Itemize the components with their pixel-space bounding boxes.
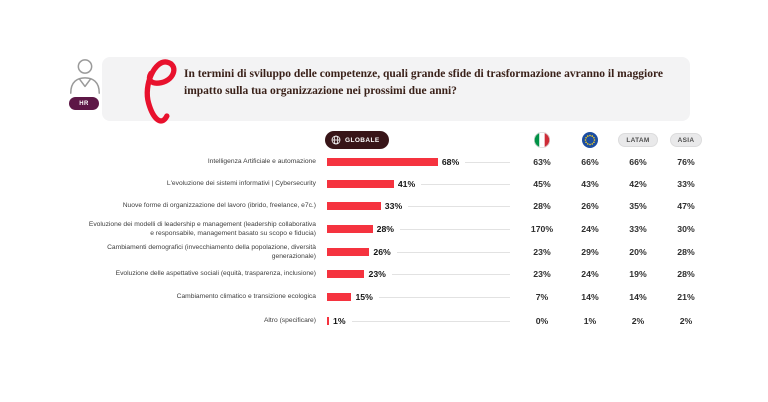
leader-line [352, 321, 510, 322]
global-bar [327, 293, 351, 301]
value-asia: 76% [677, 157, 695, 167]
global-bar [327, 180, 394, 188]
leader-line [400, 229, 510, 230]
value-asia: 2% [679, 316, 693, 326]
global-value-label: 15% [355, 292, 373, 302]
value-asia: 33% [677, 179, 695, 189]
value-italia: 23% [533, 247, 551, 257]
leader-line [379, 297, 510, 298]
region-values [518, 247, 710, 257]
leader-line [465, 162, 510, 163]
value-italia: 45% [533, 179, 551, 189]
leader-line [392, 274, 510, 275]
region-values [518, 224, 710, 234]
category-label: Nuove forme di organizzazione del lavoro (ibrido, freelance, e7c.) [122, 202, 316, 210]
red-script-e-logo [137, 56, 183, 137]
category-label: Evoluzione dei modelli di leadership e management (leadership collaborativa e responsabile, management basato su scopo e fiducia) [88, 220, 316, 237]
global-bar [327, 248, 369, 256]
value-latam: 33% [629, 224, 647, 234]
bar-zone [322, 316, 518, 326]
leader-line [408, 206, 510, 207]
leader-line [421, 184, 510, 185]
bar-zone [322, 224, 518, 234]
global-value-label: 28% [376, 224, 395, 234]
value-asia: 21% [677, 292, 695, 302]
hr-person-icon [66, 57, 108, 100]
global-value-label: 41% [397, 179, 416, 189]
value-europa: 24% [581, 269, 599, 279]
value-europa: 29% [581, 247, 599, 257]
bar-zone [322, 292, 518, 302]
chart-row [88, 304, 712, 338]
value-latam: 19% [629, 269, 647, 279]
value-italia: 28% [533, 201, 551, 211]
region-values [518, 201, 710, 211]
value-latam: 66% [629, 157, 647, 167]
region-values [518, 292, 710, 302]
value-europa: 1% [583, 316, 597, 326]
category-label: Cambiamento climatico e transizione ecologica [176, 293, 316, 301]
bar-zone [322, 247, 518, 257]
value-latam: 42% [629, 179, 647, 189]
global-bar [327, 202, 381, 210]
value-latam: 35% [629, 201, 647, 211]
category-label: Cambiamenti demografici (invecchiamento della popolazione, diversità generazionale) [107, 243, 316, 260]
value-italia: 23% [533, 269, 551, 279]
value-italia: 63% [533, 157, 551, 167]
value-europa: 26% [581, 201, 599, 211]
category-label: L'evoluzione dei sistemi informativi | Cybersecurity [166, 180, 316, 188]
value-europa: 43% [581, 179, 599, 189]
latam-pill: LATAM [618, 133, 657, 147]
question-text: In termini di sviluppo delle competenze, quali grande sfide di trasformazione avranno il maggiore impatto sulla tua organizzazione nei prossimi due anni? [184, 68, 663, 98]
global-value-label: 23% [368, 269, 386, 279]
global-value-label: 26% [373, 247, 391, 257]
value-asia: 28% [677, 269, 695, 279]
region-values [518, 179, 710, 189]
region-values [518, 157, 710, 167]
global-value-label: 1% [333, 316, 346, 326]
bar-zone [322, 269, 518, 279]
hr-badge: HR [69, 97, 99, 110]
bar-zone [322, 179, 518, 189]
category-label: Evoluzione delle aspettative sociali (equità, trasparenza, inclusione) [115, 270, 316, 278]
global-value-label: 33% [384, 201, 403, 211]
asia-pill: ASIA [670, 133, 703, 147]
value-latam: 2% [631, 316, 645, 326]
bar-zone [322, 201, 518, 211]
region-values [518, 269, 710, 279]
value-latam: 20% [629, 247, 647, 257]
value-italia: 7% [535, 292, 549, 302]
global-value-label: 68% [441, 157, 460, 167]
value-italia: 170% [530, 224, 554, 234]
category-label: Intelligenza Artificiale e automazione [207, 158, 316, 166]
leader-line [397, 252, 510, 253]
value-latam: 14% [629, 292, 647, 302]
global-bar [327, 317, 329, 325]
value-europa: 14% [581, 292, 599, 302]
bar-zone [322, 157, 518, 167]
globale-label: GLOBALE [345, 136, 380, 144]
value-asia: 30% [677, 224, 695, 234]
value-asia: 28% [677, 247, 695, 257]
value-asia: 47% [677, 201, 695, 211]
globe-icon [331, 135, 341, 145]
category-label: Altro (specificare) [263, 317, 316, 325]
global-bar [327, 225, 373, 233]
value-italia: 0% [535, 316, 549, 326]
global-bar [327, 270, 364, 278]
region-values [518, 316, 710, 326]
value-europa: 66% [581, 157, 599, 167]
global-bar [327, 158, 438, 166]
value-europa: 24% [581, 224, 599, 234]
